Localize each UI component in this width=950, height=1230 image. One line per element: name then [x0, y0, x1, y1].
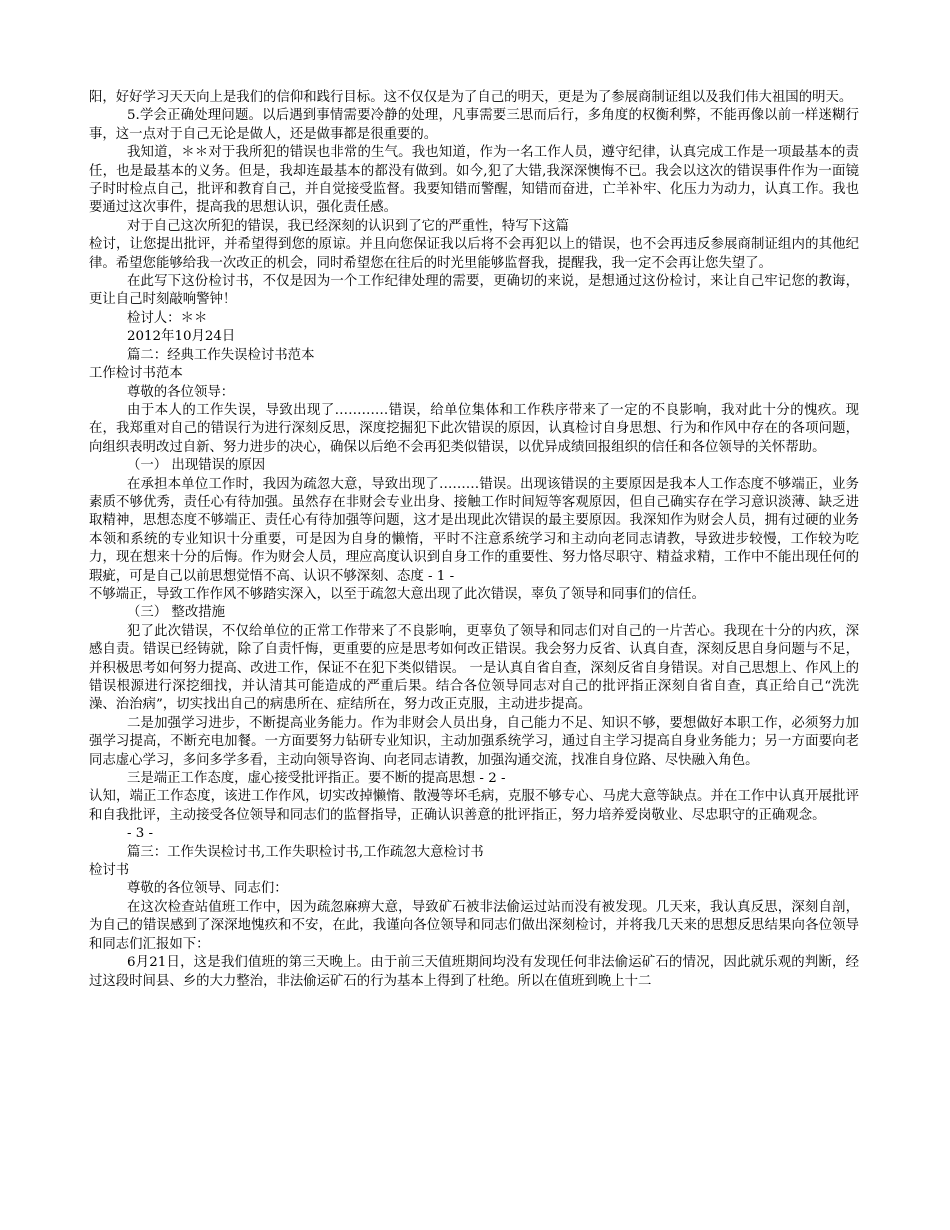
- paragraph: 三是端正工作态度，虚心接受批评指正。要不断的提高思想 - 2 -: [127, 771, 506, 787]
- section-heading: 篇三：工作失误检讨书,工作失职检讨书,工作疏忽大意检讨书: [127, 844, 484, 860]
- paragraph: 5.学会正确处理问题。以后遇到事情需要冷静的处理，凡事需要三思而后行，多角度的权衡利弊，不能再像以前一样迷糊行事，这一点对于自己无论是做人，还是做事都是很重要的。: [89, 108, 859, 142]
- document-title: 检讨书: [89, 863, 130, 879]
- document-title: 工作检讨书范本: [89, 366, 183, 382]
- paragraph: 我知道，＊＊对于我所犯的错误也非常的生气。我也知道，作为一名工作人员，遵守纪律，认真完成工作是一项最基本的责任，也是最基本的义务。但是，我却连最基本的都没有做到。如今,犯了大错,我深深懊悔不已。我会以这次的错误事件作为一面镜子时时检点自己，批评和教育自己，并自觉接受监督。我要知错而警醒，知错而奋进，亡羊补牢、化压力为动力，认真工作。我也要通过这次事件，提高我的思想认识，强化责任感。: [89, 145, 859, 216]
- paragraph: 犯了此次错误，不仅给单位的正常工作带来了不良影响，更辜负了领导和同志们对自己的一片苦心。我现在十分的内疚，深感自责。错误已经铸就，除了自责忏悔，更重要的应是思考如何改正错误。我会努力反省、认真自查，深刻反思自身问题与不足，并积极思考如何努力提高、改进工作，保证不在犯下类似错误。 一是认真自省自查，深刻反省自身错误。对自己思想上、作风上的错误根源进行深挖细找，并认清其可能造成的严重后果。结合各位领导同志对自己的批评指正深刻自省自查，真正给自己“洗洗澡、治治病”，切实找出自己的病患所在、症结所在，努力改正克服，主动进步提高。: [89, 623, 859, 713]
- paragraph: 不够端正，导致工作作风不够踏实深入，以至于疏忽大意出现了此次错误，辜负了领导和同事们的信任。: [89, 586, 705, 602]
- paragraph: 检讨，让您提出批评，并希望得到您的原谅。并且向您保证我以后将不会再犯以上的错误，也不会再违反参展商制证组内的其他纪律。希望您能够给我一次改正的机会，同时希望您在往后的时光里能够监督我，提醒我，我一定不会再让您失望了。: [89, 237, 859, 271]
- paragraph: 6月21日，这是我们值班的第三天晚上。由于前三天值班期间均没有发现任何非法偷运矿石的情况，因此就乐观的判断，经过这段时间县、乡的大力整治，非法偷运矿石的行为基本上得到了杜绝。所以在值班到晚上十二: [89, 955, 859, 989]
- section-heading: 篇二：经典工作失误检讨书范本: [127, 347, 315, 363]
- paragraph: 认知，端正工作态度，该进工作作风，切实改掉懒惰、散漫等坏毛病，克服不够专心、马虎大意等缺点。并在工作中认真开展批评和自我批评，主动接受各位领导和同志们的监督指导，正确认识善意的批评指正，努力培养爱岗敬业、尽忠职守的正确观念。: [89, 789, 859, 823]
- paragraph: 二是加强学习进步，不断提高业务能力。作为非财会人员出身，自己能力不足、知识不够，要想做好本职工作，必须努力加强学习提高，不断充电加餐。一方面要努力钻研专业知识，主动加强系统学习，通过自主学习提高自身业务能力；另一方面要向老同志虚心学习，多问多学多看，主动向领导咨询、向老同志请教，加强沟通交流，找准自身位路、尽快融入角色。: [89, 715, 859, 768]
- page-number: - 3 -: [127, 826, 154, 842]
- paragraph: 在此写下这份检讨书，不仅是因为一个工作纪律处理的需要，更确切的来说，是想通过这份检讨，来让自己牢记您的教诲，更让自己时刻敲响警钟！: [89, 274, 859, 308]
- subsection-heading: （三） 整改措施: [127, 605, 225, 621]
- paragraph: 由于本人的工作失误，导致出现了…………错误，给单位集体和工作秩序带来了一定的不良影响，我对此十分的愧疚。现在，我郑重对自己的错误行为进行深刻反思，深度挖掘犯下此次错误的原因，认真检讨自身思想、行为和作风中存在的各项问题，向组织表明改过自新、努力进步的决心，确保以后绝不会再犯类似错误，以优异成绩回报组织的信任和各位领导的关怀帮助。: [89, 402, 859, 455]
- paragraph: 阳，好好学习天天向上是我们的信仰和践行目标。这不仅仅是为了自己的明天，更是为了参展商制证组以及我们伟大祖国的明天。: [89, 90, 853, 105]
- paragraph: 在承担本单位工作时，我因为疏忽大意，导致出现了………错误。出现该错误的主要原因是我本人工作态度不够端正，业务素质不够优秀，责任心有待加强。虽然存在非财会专业出身、接触工作时间短等客观原因，但自己确实存在学习意识淡薄、缺乏进取精神，思想态度不够端正、责任心有待加强等问题，这才是出现此次错误的最主要原因。我深知作为财会人员，拥有过硬的业务本领和系统的专业知识十分重要，可是因为自身的懒惰，平时不注意系统学习和主动向老同志请教，导致进步较慢，工作较为吃力，现在想来十分的后悔。作为财会人员，理应高度认识到自身工作的重要性、努力恪尽职守、精益求精，工作中不能出现任何的瑕疵，可是自己以前思想觉悟不高、认识不够深刻、态度 - 1 -: [89, 476, 859, 584]
- date-line: 2012年10月24日: [127, 329, 236, 345]
- salutation: 尊敬的各位领导：: [127, 384, 235, 400]
- salutation: 尊敬的各位领导、同志们：: [127, 881, 288, 897]
- paragraph: 对于自己这次所犯的错误，我已经深刻的认识到了它的严重性，特写下这篇: [127, 218, 569, 234]
- paragraph: 在这次检查站值班工作中，因为疏忽麻痹大意，导致矿石被非法偷运过站而没有被发现。几天来，我认真反思，深刻自剖，为自己的错误感到了深深地愧疚和不安，在此，我谨向各位领导和同志们做出深刻检讨，并将我几天来的思想反思结果向各位领导和同志们汇报如下：: [89, 899, 859, 952]
- signature-line: 检讨人：＊＊: [127, 310, 208, 326]
- subsection-heading: （一） 出现错误的原因: [127, 458, 266, 474]
- document-body: [89, 89, 859, 991]
